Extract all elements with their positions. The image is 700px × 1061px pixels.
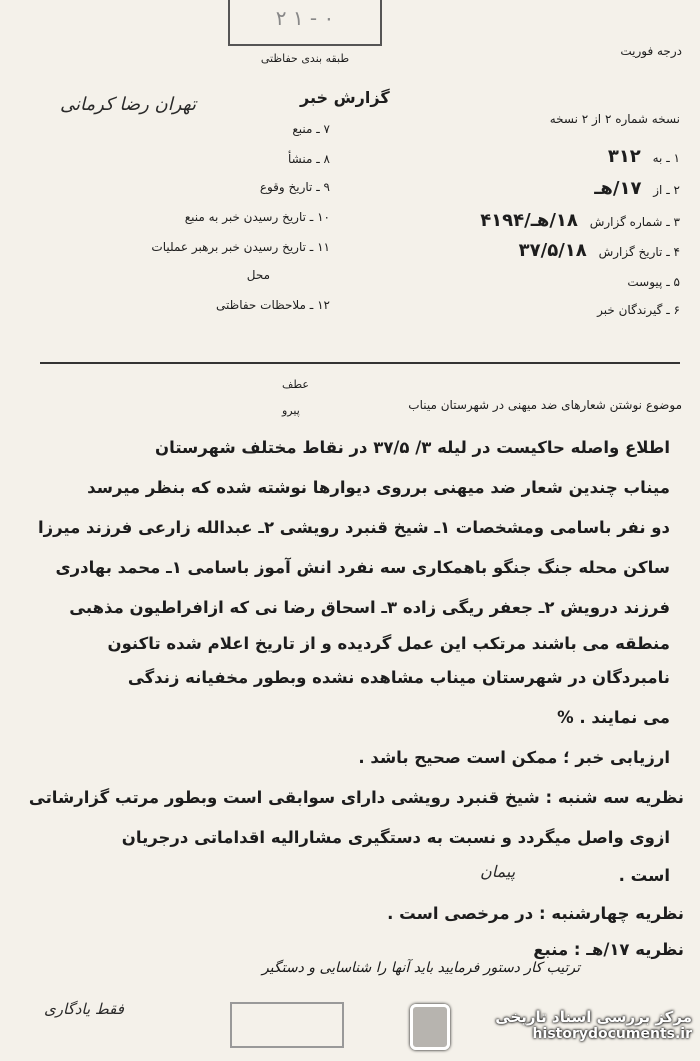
body-line: دو نفر باسامی ومشخصات ۱ـ شیخ قنبرد رویشی ۲ـ عبدالله زارعی فرزند میرزا bbox=[37, 518, 670, 537]
field-value: ۳۷/۵/۱۸ bbox=[518, 240, 587, 261]
field-label: ۹ ـ تاریخ وقوع bbox=[259, 180, 330, 194]
handwritten-footer-note: ترتیب کار دستور فرمایید باید آنها را شناسایی و دستگیر bbox=[261, 960, 580, 976]
body-line: اطلاع واصله حاکیست در لیله ۳/ ۳۷/۵ در نقاط مختلف شهرستان bbox=[155, 438, 670, 457]
body-line: منطقه می باشند مرتکب این عمل گردیده و از تاریخ اعلام شده تاکنون bbox=[107, 634, 670, 653]
subject-line: موضوع نوشتن شعارهای ضد میهنی در شهرستان میناب bbox=[408, 398, 682, 412]
ref-peyro-label: پیرو bbox=[282, 404, 300, 417]
evaluation-line: ارزیابی خبر ؛ ممکن است صحیح باشد . bbox=[358, 748, 670, 767]
watermark-url: historydocuments.ir bbox=[532, 1026, 692, 1042]
field-label: ۷ ـ منبع bbox=[292, 122, 330, 136]
field-source-receipt-date bbox=[150, 210, 330, 224]
field-label: ۱۱ ـ تاریخ رسیدن خبر برهبر عملیات bbox=[151, 240, 330, 254]
field-label: محل bbox=[246, 268, 270, 282]
opinion-line: نظریه چهارشنبه : در مرخصی است . bbox=[387, 904, 684, 923]
field-label: ۱ ـ به bbox=[652, 151, 680, 165]
field-location bbox=[230, 268, 270, 282]
watermark-name: مرکز بررسی اسناد تاریخی bbox=[495, 1008, 692, 1026]
section-divider bbox=[40, 362, 680, 364]
field-label: ۱۰ ـ تاریخ رسیدن خبر به منبع bbox=[184, 210, 330, 224]
opinion-line: است . bbox=[618, 866, 670, 885]
field-label: ۸ ـ منشأ bbox=[287, 152, 330, 166]
opinion-line: نظریه ۱۷/هـ : منبع bbox=[533, 940, 684, 959]
top-stamp: ٠ - ١ ٢ bbox=[228, 0, 382, 46]
field-source bbox=[210, 122, 330, 136]
faded-stamp bbox=[230, 1002, 344, 1048]
field-label: ۶ ـ گیرندگان خبر bbox=[597, 303, 680, 317]
field-operations-receipt-date bbox=[120, 240, 330, 254]
body-line: می نمایند . % bbox=[557, 708, 670, 727]
opinion-line: نظریه سه شنبه : شیخ قنبرد رویشی دارای سوابقی است وبطور مرتب گزارشاتی bbox=[28, 788, 684, 807]
field-value: ۱۷/هـ bbox=[594, 178, 642, 199]
handwritten-margin-note: پیمان bbox=[480, 862, 516, 881]
classification-label: طبقه بندی حفاظتی bbox=[260, 52, 350, 65]
field-label: ۴ ـ تاریخ گزارش bbox=[598, 245, 680, 259]
ref-atf-label: عطف bbox=[282, 378, 309, 391]
field-occurrence-date bbox=[150, 180, 330, 194]
copy-number-line: نسخه شماره ۲ از ۲ نسخه bbox=[549, 112, 680, 126]
body-line: فرزند درویش ۲ـ جعفر ریگی زاده ۳ـ اسحاق رضا نی که ازافراطیون مذهبی bbox=[69, 598, 670, 617]
field-label: ۵ ـ پیوست bbox=[627, 275, 680, 289]
opinion-line: ازوی واصل میگردد و نسبت به دستگیری مشارالیه اقداماتی درجریان bbox=[121, 828, 670, 847]
handwritten-source-signature: تهران رضا کرمانی bbox=[60, 94, 197, 115]
field-security-notes bbox=[150, 298, 330, 312]
field-report-number bbox=[430, 210, 680, 231]
body-line: نامبردگان در شهرستان میناب مشاهده نشده وبطور مخفیانه زندگی bbox=[127, 668, 670, 687]
body-line: ساکن محله جنگ جنگو باهمکاری سه نفرد انش آموز باسامی ۱ـ محمد بهادری bbox=[55, 558, 670, 577]
report-title: گزارش خبر bbox=[300, 88, 390, 107]
priority-label: درجه فوریت bbox=[620, 44, 682, 58]
field-report-date bbox=[430, 240, 680, 261]
handwritten-bottom-left-note: فقط یادگاری bbox=[44, 1000, 124, 1018]
field-value: ۳۱۲ bbox=[607, 146, 641, 167]
field-label: ۲ ـ از bbox=[653, 183, 680, 197]
field-from bbox=[430, 178, 680, 199]
field-attachment bbox=[430, 270, 680, 291]
archive-watermark bbox=[422, 1008, 692, 1042]
field-label: ۳ ـ شماره گزارش bbox=[589, 215, 680, 229]
field-recipients bbox=[430, 298, 680, 319]
body-line: میناب چندین شعار ضد میهنی برروی دیوارها نوشته شده که بنظر میرسد bbox=[87, 478, 670, 497]
field-origin bbox=[150, 152, 330, 166]
field-value: ۱۸/هـ/۴۱۹۴ bbox=[480, 210, 578, 231]
field-to bbox=[430, 146, 680, 167]
field-label: ۱۲ ـ ملاحظات حفاظتی bbox=[216, 298, 330, 312]
